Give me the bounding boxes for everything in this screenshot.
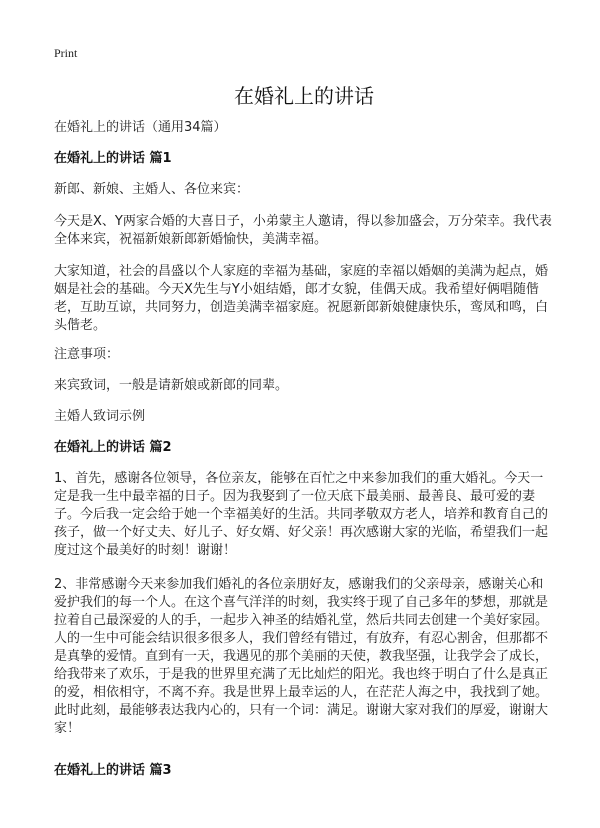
paragraph: 来宾致词，一般是请新娘或新郎的同辈。	[54, 378, 289, 393]
paragraph: 主婚人致词示例	[54, 409, 146, 424]
paragraph: 今天是X、Y两家合婚的大喜日子，小弟蒙主人邀请，得以参加盛会，万分荣幸。我代表全体来宾，祝福新娘新郎新婚愉快，美满幸福。	[54, 214, 552, 247]
document-title: 在婚礼上的讲话	[234, 84, 374, 108]
document-subtitle: 在婚礼上的讲话（通用34篇）	[54, 120, 227, 135]
paragraph: 2、非常感谢今天来参加我们婚礼的各位亲朋好友，感谢我们的父亲母亲，感谢关心和爱护我们的每一个人。在这个喜气洋洋的时刻，我实终于现了自己多年的梦想，那就是拉着自己最深爱的人的手，一起步入神圣的结婚礼堂，然后共同去创建一个美好家园。人的一生中可能会结识很多很多人，我们曾经有错过，有放弃，有忍心割舍，但那都不是真挚的爱情。直到有一天，我遇见的那个美丽的天使，教我坚强，让我学会了成长，给我带来了欢乐，于是我的世界里充满了无比灿烂的阳光。我也终于明白了什么是真正的爱，相依相守，不离不弃。我是世界上最幸运的人，在茫茫人海之中，我找到了她。此时此刻，最能够表达我内心的，只有一个词：满足。谢谢大家对我们的厚爱，谢谢大家！	[54, 577, 549, 736]
section-heading-3: 在婚礼上的讲话 篇3	[54, 763, 172, 778]
paragraph: 大家知道，社会的昌盛以个人家庭的幸福为基础，家庭的幸福以婚姻的美满为起点，婚姻是社会的基础。今天X先生与Y小姐结婚，郎才女貌，佳偶天成。我希望好俩唱随偕老，互助互谅，共同努力，创造美满幸福家庭。祝愿新郎新娘健康快乐，鸾凤和鸣，白头偕老。	[54, 264, 549, 333]
print-label: Print	[54, 46, 78, 60]
paragraph: 注意事项：	[54, 347, 120, 362]
section-heading-1: 在婚礼上的讲话 篇1	[54, 151, 172, 166]
paragraph: 新郎、新娘、主婚人、各位来宾：	[54, 182, 250, 197]
paragraph: 1、首先，感谢各位领导，各位亲友，能够在百忙之中来参加我们的重大婚礼。今天一定是我一生中最幸福的日子。因为我娶到了一位天底下最美丽、最善良、最可爱的妻子。今后我一定会给于她一个幸福美好的生活。共同孝敬双方老人，培养和教育自己的孩子，做一个好丈夫、好儿子、好女婿、好父亲！再次感谢大家的光临，希望我们一起度过这个最美好的时刻！谢谢！	[54, 471, 549, 558]
section-heading-2: 在婚礼上的讲话 篇2	[54, 440, 172, 455]
